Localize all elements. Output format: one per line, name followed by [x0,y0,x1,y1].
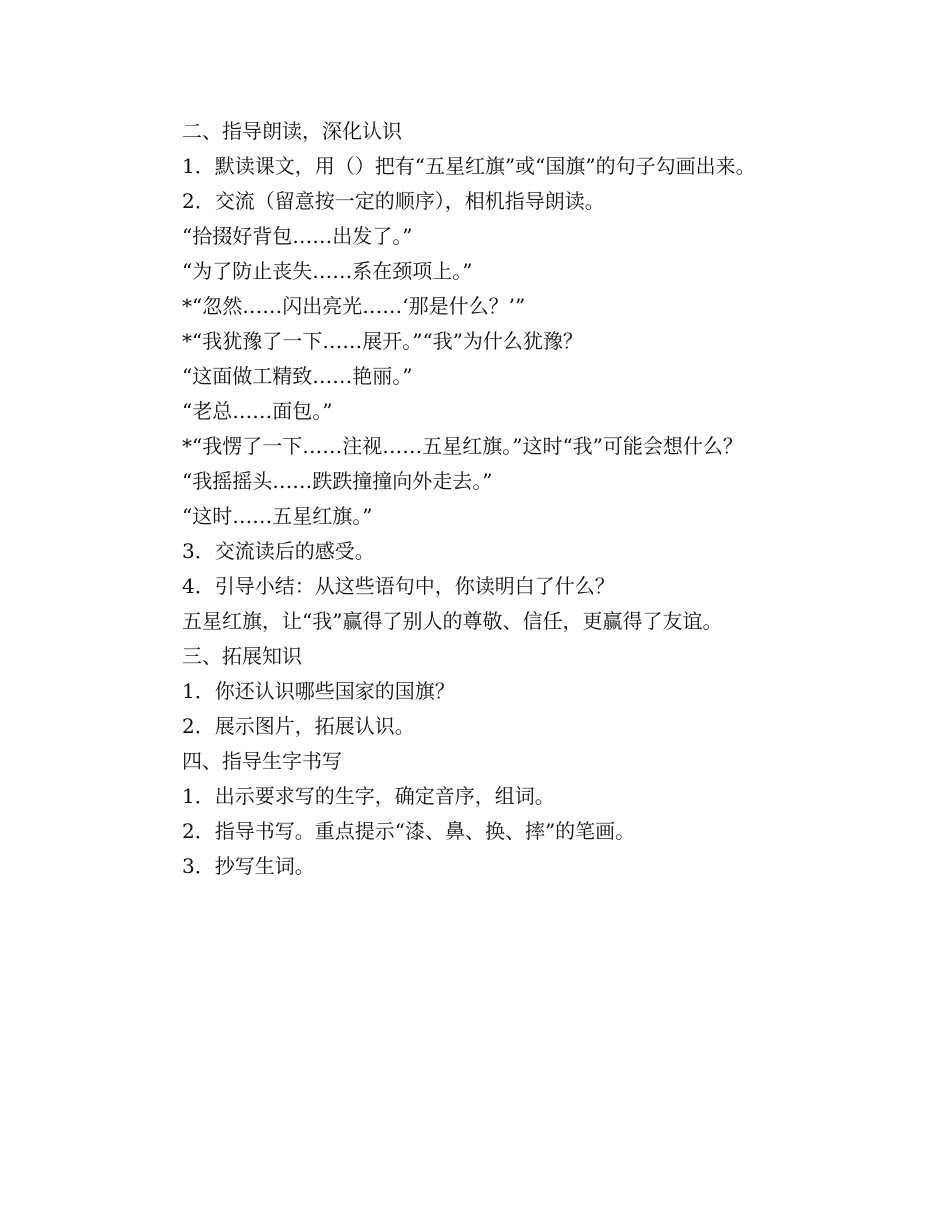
paragraph: 五星红旗，让“我”赢得了别人的尊敬、信任，更赢得了友谊。 [182,609,723,633]
quote-line: *“忽然……闪出亮光……‘那是什么？’” [182,294,526,318]
quote-line: “拾掇好背包……出发了。” [182,224,413,248]
quote-line: “我摇摇头……跌跌撞撞向外走去。” [182,469,493,493]
paragraph: 4．引导小结：从这些语句中，你读明白了什么？ [182,574,615,598]
quote-line: *“我犹豫了一下……展开。”“我”为什么犹豫？ [182,329,583,353]
document-body [140,114,812,884]
quote-line: “老总……面包。” [182,399,333,423]
quote-line: *“我愣了一下……注视……五星红旗。”这时“我”可能会想什么？ [182,434,743,458]
quote-line: “为了防止丧失……系在颈项上。” [182,259,473,283]
paragraph: 2．指导书写。重点提示“漆、鼻、换、摔”的笔画。 [182,819,636,843]
section-heading: 二、指导朗读，深化认识 [182,119,402,143]
section-heading: 四、指导生字书写 [182,749,342,773]
quote-line: “这面做工精致……艳丽。” [182,364,413,388]
paragraph: 3．交流读后的感受。 [182,539,375,563]
paragraph: 1．默读课文，用（）把有“五星红旗”或“国旗”的句子勾画出来。 [182,154,756,178]
paragraph: 3．抄写生词。 [182,854,315,878]
paragraph: 1．你还认识哪些国家的国旗？ [182,679,455,703]
paragraph: 2．展示图片，拓展认识。 [182,714,415,738]
quote-line: “这时……五星红旗。” [182,504,373,528]
paragraph: 1．出示要求写的生字，确定音序，组词。 [182,784,555,808]
section-heading: 三、拓展知识 [182,644,302,668]
paragraph: 2．交流（留意按一定的顺序），相机指导朗读。 [182,189,605,213]
